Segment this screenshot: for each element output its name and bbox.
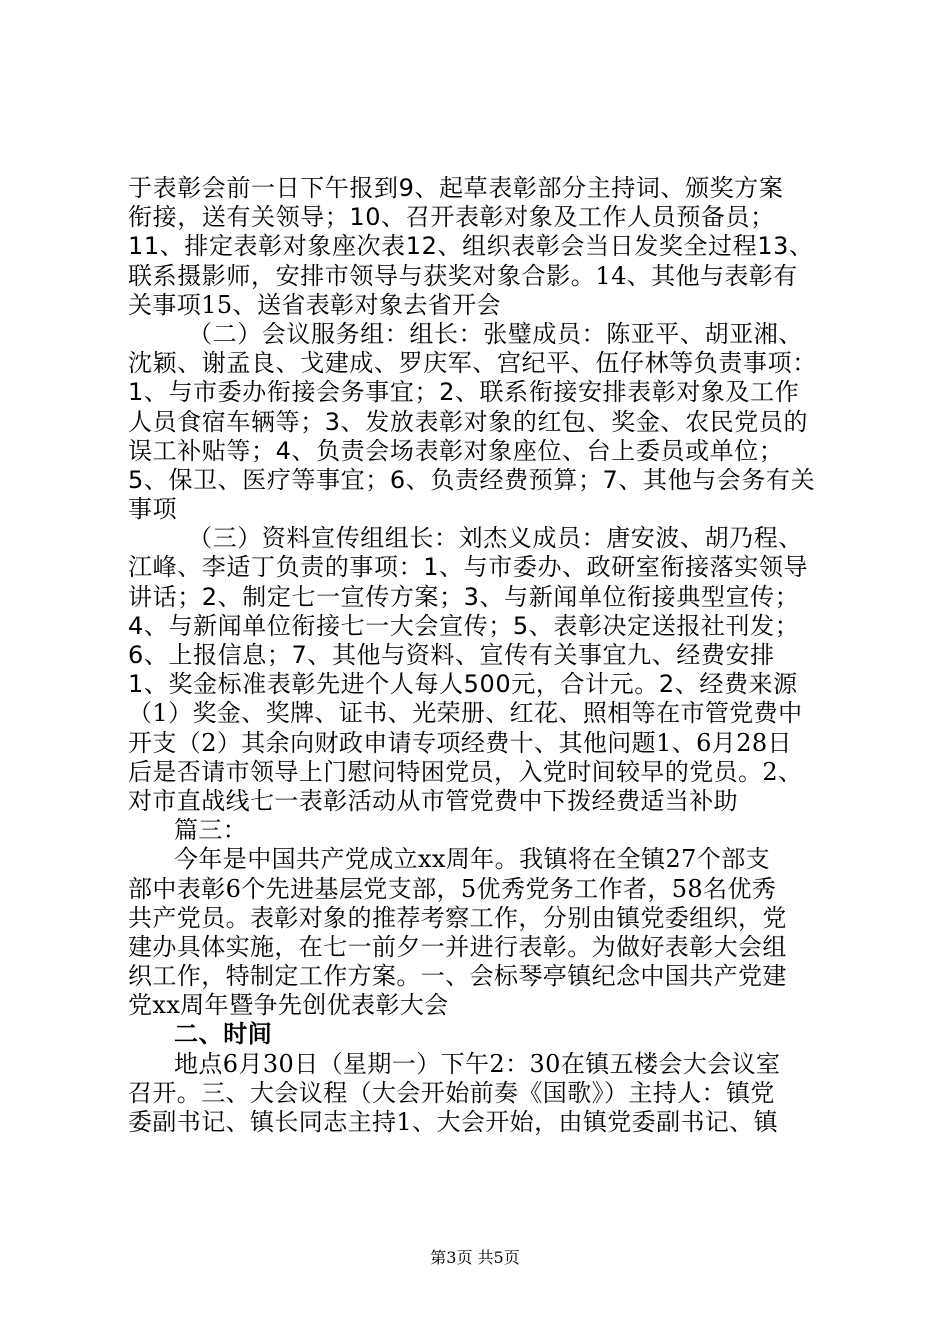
text-line: 误工补贴等；4、负责会场表彰对象座位、台上委员或单位；: [128, 436, 784, 465]
text-line: 11、排定表彰对象座次表12、组织表彰会当日发奖全过程13、: [128, 232, 814, 261]
text-line: 人员食宿车辆等；3、发放表彰对象的红包、奖金、农民党员的: [128, 407, 809, 436]
section-heading-time: 二、时间: [174, 1020, 273, 1049]
text-line: [128, 262, 833, 291]
text-line: 1、与市委办衔接会务事宜；2、联系衔接安排表彰对象及工作: [128, 378, 800, 407]
text-line: 织工作，特制定工作方案。一、会标琴亭镇纪念中国共产党建: [128, 962, 787, 991]
text-line: 6、上报信息；7、其他与资料、宣传有关事宜九、经费安排: [128, 641, 775, 669]
text-line: 委副书记、镇长同志主持1、大会开始，由镇党委副书记、镇: [128, 1108, 779, 1136]
text-line: 沈颖、谢孟良、戈建成、罗庆军、宫纪平、伍仔林等负责事项：: [128, 349, 817, 378]
text-line: 后是否请市领导上门慰问特困党员，入党时间较早的党员。2、: [128, 757, 803, 786]
text-line: 于表彰会前一日下午报到9、起草表彰部分主持词、颁奖方案: [128, 174, 784, 202]
section-heading-3: （三）资料宣传组组长：刘杰义成员：唐安波、胡乃程、: [188, 524, 803, 553]
text-line: 衔接，送有关领导；10、召开表彰对象及工作人员预备员；: [128, 203, 775, 232]
text-line: （1）奖金、奖牌、证书、光荣册、红花、照相等在市管党费中: [128, 699, 803, 728]
text-line-part: 联系摄影师，安排市领导与获奖对象合影。: [128, 261, 596, 290]
text-line: 对市直战线七一表彰活动从市管党费中下拨经费适当补助: [128, 786, 738, 815]
document-body: [128, 174, 833, 1137]
text-line: 地点6月30日（星期一）下午2：30在镇五楼会大会议室: [174, 1049, 781, 1078]
text-line: 共产党员。表彰对象的推荐考察工作，分别由镇党委组织，党: [128, 903, 787, 932]
text-line: 党xx周年暨争先创优表彰大会: [128, 991, 449, 1020]
text-line: 召开。三、大会议程（大会开始前奏《国歌》）主持人：镇党: [128, 1078, 775, 1107]
text-line: 建办具体实施，在七一前夕一并进行表彰。为做好表彰大会组: [128, 932, 787, 961]
text-line: 部中表彰6个先进基层党支部，5优秀党务工作者，58名优秀: [128, 874, 777, 903]
text-line-part: 14、其他与表彰有: [595, 261, 798, 290]
section-heading-2: （二）会议服务组：组长：张璧成员：陈亚平、胡亚湘、: [188, 319, 803, 348]
page-number-footer: 第3页 共5页: [430, 1248, 520, 1267]
text-line: 1、奖金标准表彰先进个人每人500元，合计元。2、经费来源: [128, 670, 798, 699]
section-title-part3: 篇三：: [174, 816, 248, 845]
text-line: 关事项15、送省表彰对象去省开会: [128, 290, 501, 319]
text-line: 江峰、李适丁负责的事项：1、与市委办、政研室衔接落实领导: [128, 553, 809, 582]
text-line: 开支（2）其余向财政申请专项经费十、其他问题1、6月28日: [128, 728, 792, 757]
text-line: 讲话；2、制定七一宣传方案；3、与新闻单位衔接典型宣传；: [128, 582, 800, 611]
text-line: 今年是中国共产党成立xx周年。我镇将在全镇27个部支: [174, 845, 771, 874]
text-line: 5、保卫、医疗等事宜；6、负责经费预算；7、其他与会务有关: [128, 465, 816, 494]
text-line: 事项: [128, 495, 178, 524]
text-line: 4、与新闻单位衔接七一大会宣传；5、表彰决定送报社刊发；: [128, 611, 800, 640]
